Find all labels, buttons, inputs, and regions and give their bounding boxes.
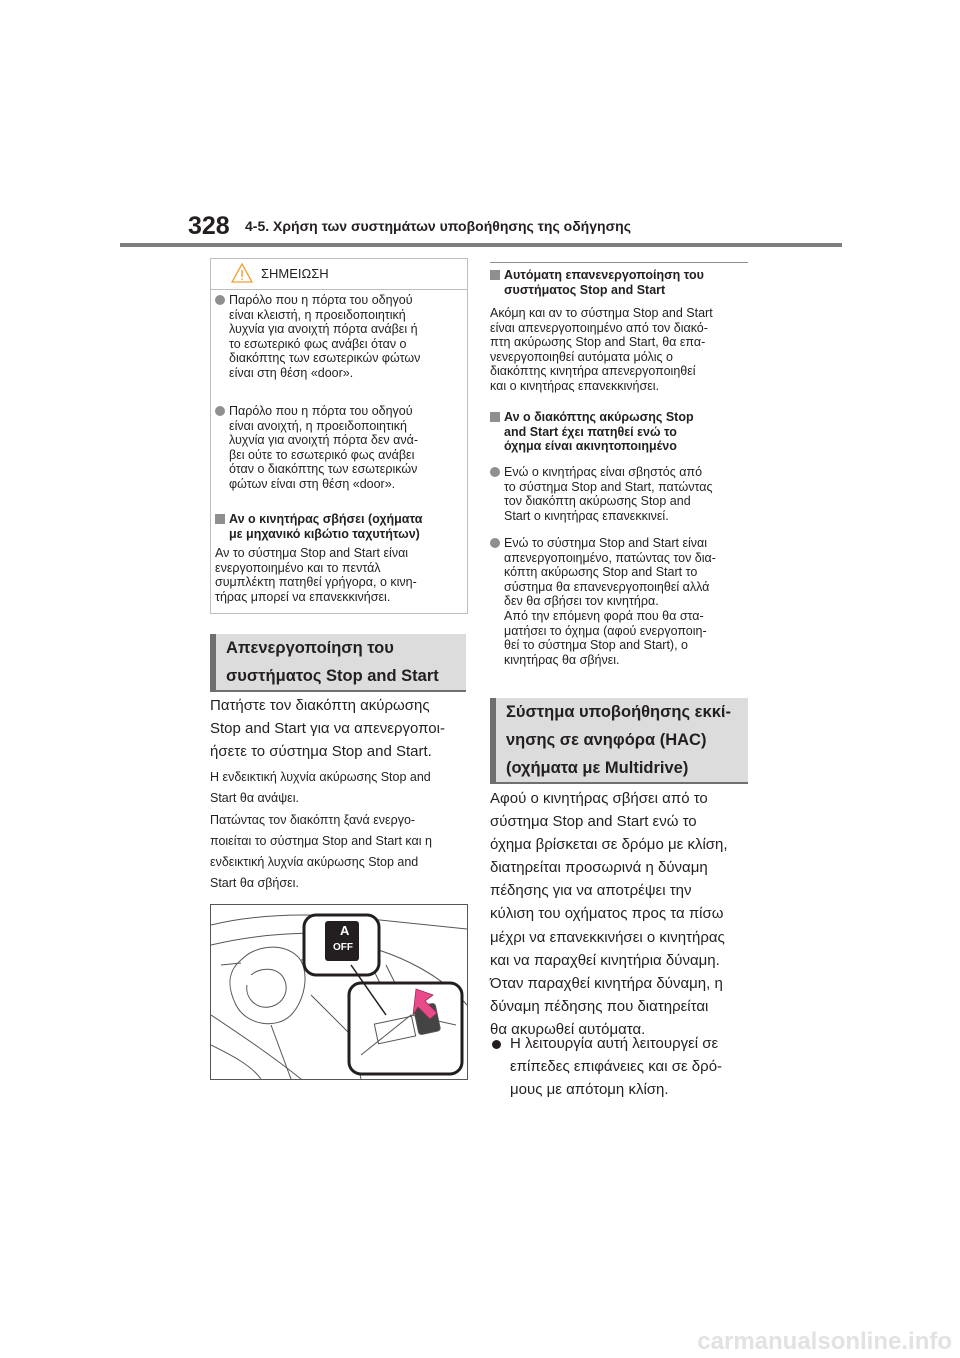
instruction-text: Πατήστε τον διακόπτη ακύρωσης Stop and Start για να απενεργοποι- ήσετε το σύστημα Stop and Start. <box>210 697 445 760</box>
bullet-dot-icon <box>490 538 500 548</box>
note-box <box>210 258 468 614</box>
bullet-dot-icon <box>490 467 500 477</box>
bullet-dot-icon <box>215 295 225 305</box>
note-bullet: Παρόλο που η πόρτα του οδηγού είναι ανοιχτή, η προειδοποιητική λυχνία για ανοιχτή πόρτα δεν ανά- βει ούτε το εσωτερικό φως ανάβει όταν ο διακόπτης των εσωτερικών φώτων είναι στη θέση «door». <box>215 404 465 494</box>
watermark: carmanualsonline.info <box>697 1328 952 1355</box>
warning-icon <box>231 263 253 283</box>
auto-reactivation-heading: Αυτόματη επανενεργοποίηση του συστήματος Stop and Start <box>490 268 748 300</box>
stationary-heading: Αν ο διακόπτης ακύρωσης Stop and Start έχει πατηθεί ενώ το όχημα είναι ακινητοποιημένο <box>490 410 748 456</box>
auto-reactivation-text: Ακόμη και αν το σύστημα Stop and Start είναι απενεργοποιημένο από τον διακό- πτη ακύρωσης Stop and Start, θα επα- νενεργοποιηθεί αυτόματα μόλις ο διακόπτης κινητήρα απενεργοποιηθεί και ο κινητήρας επανεκκινήσει. <box>490 306 713 393</box>
section-rule <box>210 690 466 692</box>
page-number: 328 <box>188 212 230 240</box>
off-label: OFF <box>333 942 353 953</box>
header-rule <box>120 243 842 247</box>
dashboard-illustration <box>210 904 468 1080</box>
stationary-bullet: Ενώ το σύστημα Stop and Start είναι απενεργοποιημένο, πατώντας τον δια- κόπτη ακύρωσης Stop and Start το σύστημα θα επανενεργοποιηθεί αλλά δεν θα σβήσει τον κινητήρα. Από την επόμενη φορά που θα στα- ματήσει το όχημα (αφού ενεργοποιη- θεί το σύστημα Stop and Start), ο κινητήρας θα σβήνει. <box>490 536 750 676</box>
note-subheading: Αν ο κινητήρας σβήσει (οχήματα με μηχανικό κιβώτιο ταχυτήτων) <box>215 512 465 544</box>
note-bullet: Παρόλο που η πόρτα του οδηγού είναι κλειστή, η προειδοποιητική λυχνία για ανοιχτή πόρτα ανάβει ή το εσωτερικό φως ανάβει όταν ο διακόπτης των εσωτερικών φώτων είναι στη θέση «door». <box>215 293 465 383</box>
section-heading-deactivate: Απενεργοποίηση του συστήματος Stop and Start <box>210 634 466 690</box>
bullet-dot-icon <box>492 1040 501 1049</box>
cockpit-drawing <box>211 905 467 1079</box>
indicator-note: Η ενδεικτική λυχνία ακύρωσης Stop and Start θα ανάψει. <box>210 770 431 805</box>
stationary-bullet: Ενώ ο κινητήρας είναι σβηστός από το σύστημα Stop and Start, πατώντας τον διακόπτη ακύρωσης Stop and Start ο κινητήρας επανεκκινεί. <box>490 465 750 525</box>
section-rule <box>490 782 748 784</box>
square-bullet-icon <box>490 270 500 280</box>
note-header <box>211 259 467 290</box>
auto-off-letter-icon: A <box>340 923 350 938</box>
reactivate-note: Πατώντας τον διακόπτη ξανά ενεργο- ποιείται το σύστημα Stop and Start και η ενδεικτική λυχνία ακύρωσης Stop and Start θα σβήσει. <box>210 813 432 890</box>
square-bullet-icon <box>215 514 225 524</box>
chapter-title: 4-5. Χρήση των συστημάτων υποβοήθησης της οδήγησης <box>245 218 631 234</box>
hac-bullet: Η λειτουργία αυτή λειτουργεί σε επίπεδες επιφάνειες και σε δρό- μους με απότομη κλίση. <box>510 1035 723 1099</box>
bullet-dot-icon <box>215 406 225 416</box>
hac-text: Αφού ο κινητήρας σβήσει από το σύστημα Stop and Start ενώ το όχημα βρίσκεται σε δρόμο με κλίση, διατηρείται προσωρινά η δύναμη πέδησης για να αποτρέψει την κύλιση του οχήματος προς τα πίσω μέχρι να επανεκκινήσει ο κινητήρας και να παραχθεί κινητήρια δύναμη. Όταν παραχθεί κινητήρα δύναμη, η δύναμη πέδησης που διατηρείται θα ακυρωθεί αυτόματα. <box>490 790 728 1038</box>
section-heading-hac: Σύστημα υποβοήθησης εκκί- νησης σε ανηφόρα (HAC) (οχήματα με Multidrive) <box>490 698 748 782</box>
note-paragraph: Αν το σύστημα Stop and Start είναι ενεργοποιημένο και το πεντάλ συμπλέκτη πατηθεί γρήγορα, ο κινη- τήρας μπορεί να επανεκκινήσει. <box>215 546 417 604</box>
note-title: ΣΗΜΕΙΩΣΗ <box>261 266 329 281</box>
column-rule <box>490 262 748 263</box>
square-bullet-icon <box>490 412 500 422</box>
